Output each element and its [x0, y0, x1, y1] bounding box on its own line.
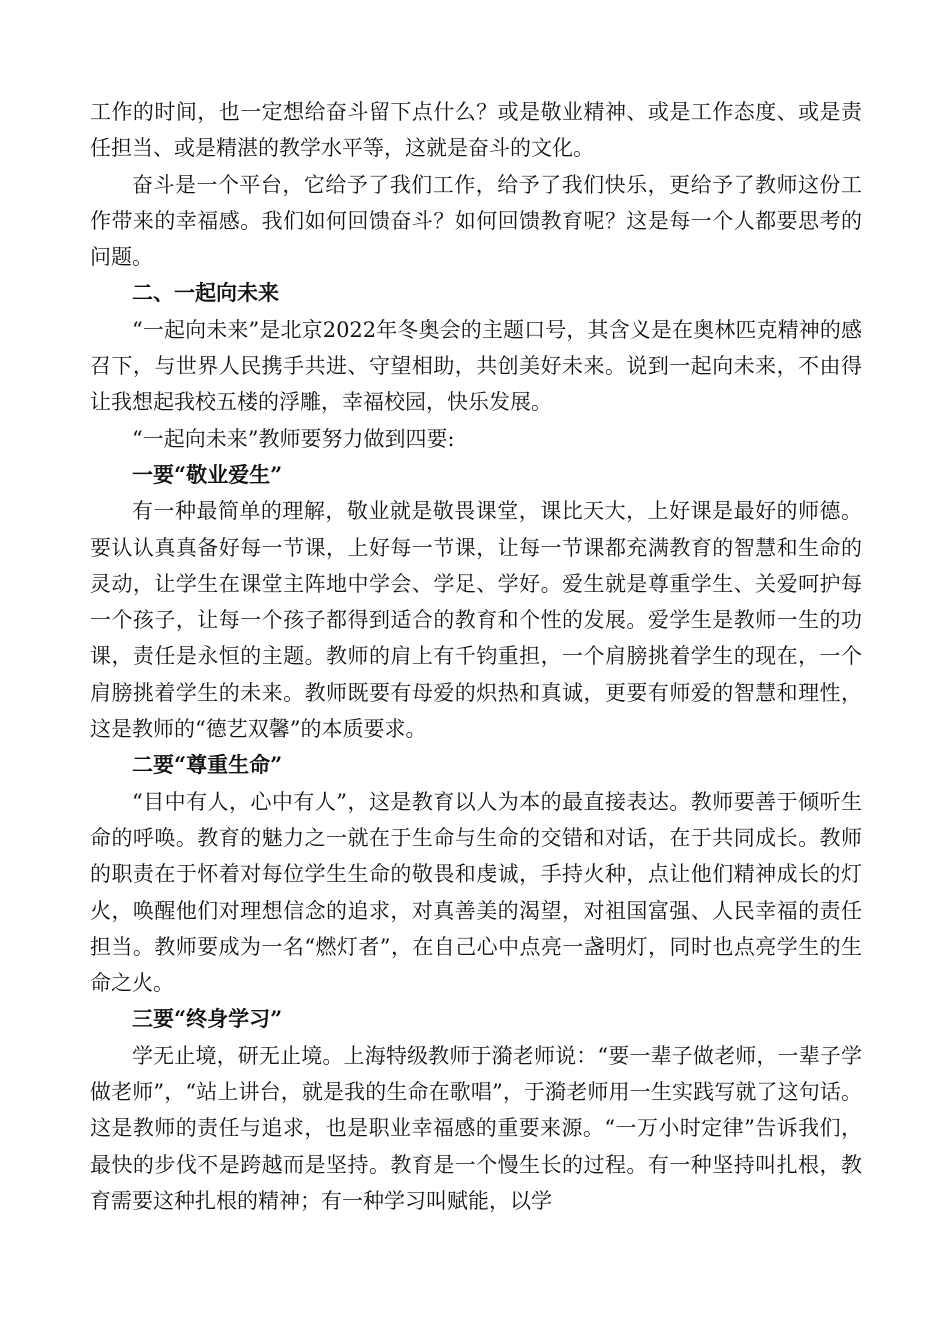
subheading-requirement-3: 三要“终身学习”	[132, 1006, 283, 1032]
section-heading-together-future: 二、一起向未来	[132, 281, 279, 306]
paragraph-requirement-1: 有一种最简单的理解，敬业就是敬畏课堂，课比天大，上好课是最好的师德。要认认真真备好每一节课，上好每一节课，让每一节课都充满教育的智慧和生命的灵动，让学生在课堂主阵地中学会、学足、学好。爱生就是尊重学生、关爱呵护每一个孩子，让每一个孩子都得到适合的教育和个性的发展。爱学生是教师一生的功课，责任是永恒的主题。教师的肩上有千钧重担，一个肩膀挑着学生的现在，一个肩膀挑着学生的未来。教师既要有母爱的炽热和真诚，更要有师爱的智慧和理性，这是教师的“德艺双馨”的本质要求。	[90, 499, 862, 742]
paragraph-struggle-platform: 奋斗是一个平台，它给予了我们工作，给予了我们快乐，更给予了教师这份工作带来的幸福感。我们如何回馈奋斗？如何回馈教育呢？这是每一个人都要思考的问题。	[90, 172, 862, 270]
subheading-requirement-2: 二要“尊重生命”	[132, 752, 283, 778]
subheading-requirement-1: 一要“敬业爱生”	[132, 461, 283, 487]
paragraph-olympic-slogan: “一起向未来”是北京2022年冬奥会的主题口号，其含义是在奥林匹克精神的感召下，与世界人民携手共进、守望相助，共创美好未来。说到一起向未来，不由得让我想起我校五楼的浮雕，幸福校园，快乐发展。	[90, 317, 862, 415]
paragraph-requirement-2: “目中有人，心中有人”，这是教育以人为本的最直接表达。教师要善于倾听生命的呼唤。教育的魅力之一就在于生命与生命的交错和对话，在于共同成长。教师的职责在于怀着对每位学生生命的敬畏和虔诚，手持火种，点让他们精神成长的灯火，唤醒他们对理想信念的追求，对真善美的渴望，对祖国富强、人民幸福的责任担当。教师要成为一名“燃灯者”，在自己心中点亮一盏明灯，同时也点亮学生的生命之火。	[90, 789, 862, 996]
paragraph-four-requirements-intro: “一起向未来”教师要努力做到四要:	[132, 426, 455, 451]
paragraph-requirement-3: 学无止境，研无止境。上海特级教师于漪老师说：“要一辈子做老师，一辈子学做老师”，“站上讲台，就是我的生命在歌唱”，于漪老师用一生实践写就了这句话。这是教师的责任与追求，也是职业幸福感的重要来源。“一万小时定律”告诉我们，最快的步伐不是跨越而是坚持。教育是一个慢生长的过程。有一种坚持叫扎根，教育需要这种扎根的精神；有一种学习叫赋能，以学	[90, 1043, 862, 1213]
document-page	[90, 94, 862, 1219]
paragraph-continued: 工作的时间，也一定想给奋斗留下点什么？或是敬业精神、或是工作态度、或是责任担当、或是精湛的教学水平等，这就是奋斗的文化。	[90, 100, 862, 161]
